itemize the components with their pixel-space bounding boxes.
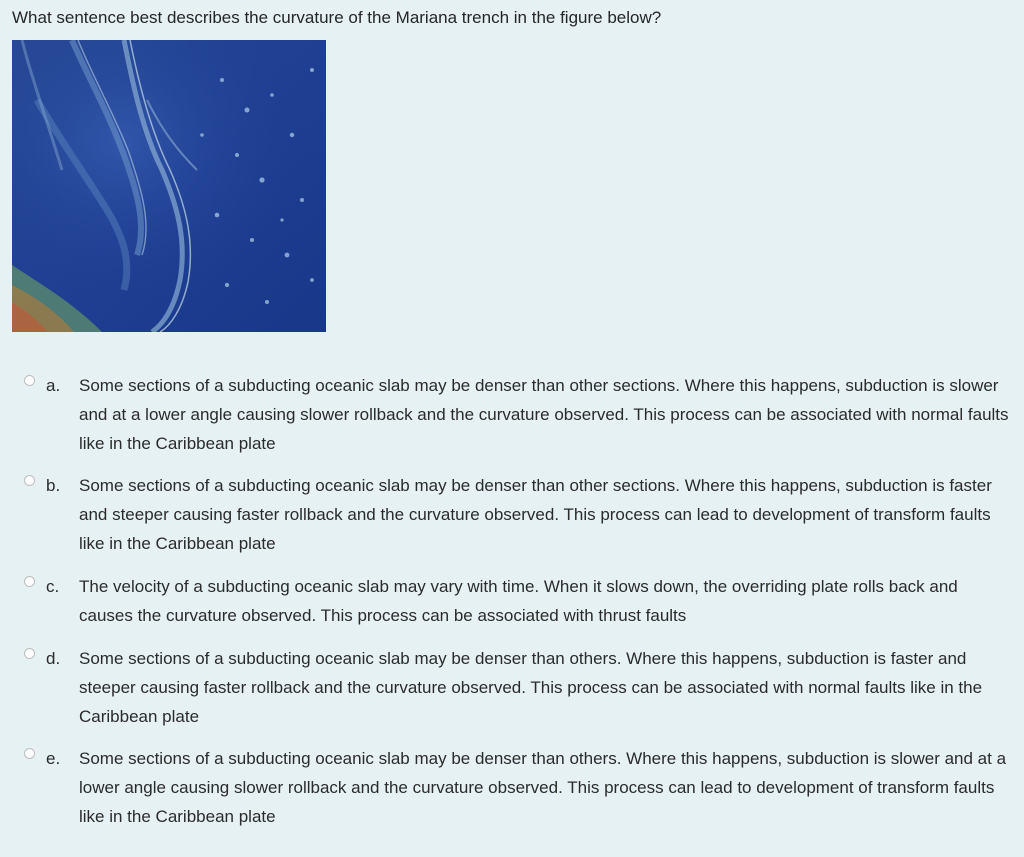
radio-e[interactable] [24, 748, 35, 759]
option-letter: e. [46, 749, 61, 768]
radio-d[interactable] [24, 648, 35, 659]
option-text: Some sections of a subducting oceanic slab may be denser than others. Where this happens, subduction is slower and at a lower angle causing slower rollback and the curvature observed. This process can lead to development of transform faults like in the Caribbean plate [79, 749, 1007, 826]
question-text: What sentence best describes the curvature of the Mariana trench in the figure below? [12, 8, 662, 27]
option-text: Some sections of a subducting oceanic slab may be denser than other sections. Where this happens, subduction is slower and at a lower angle causing slower rollback and the curvature observed. This process can be associated with normal faults like in the Caribbean plate [79, 376, 1009, 453]
radio-a[interactable] [24, 375, 35, 386]
bathymetric-map-image [12, 40, 326, 332]
option-letter: a. [46, 376, 61, 395]
radio-c[interactable] [24, 576, 35, 587]
option-letter: d. [46, 649, 61, 668]
radio-b[interactable] [24, 475, 35, 486]
option-text: Some sections of a subducting oceanic slab may be denser than other sections. Where this happens, subduction is faster and steeper causing faster rollback and the curvature observed. This process can lead to development of transform faults like in the Caribbean plate [79, 476, 992, 553]
option-text: The velocity of a subducting oceanic slab may vary with time. When it slows down, the overriding plate rolls back and causes the curvature observed. This process can be associated with thrust faults [79, 577, 958, 625]
option-letter: c. [46, 577, 60, 596]
option-text: Some sections of a subducting oceanic slab may be denser than others. Where this happens, subduction is faster and steeper causing faster rollback and the curvature observed. This process can be associated with normal faults like in the Caribbean plate [79, 649, 983, 726]
option-letter: b. [46, 476, 61, 495]
